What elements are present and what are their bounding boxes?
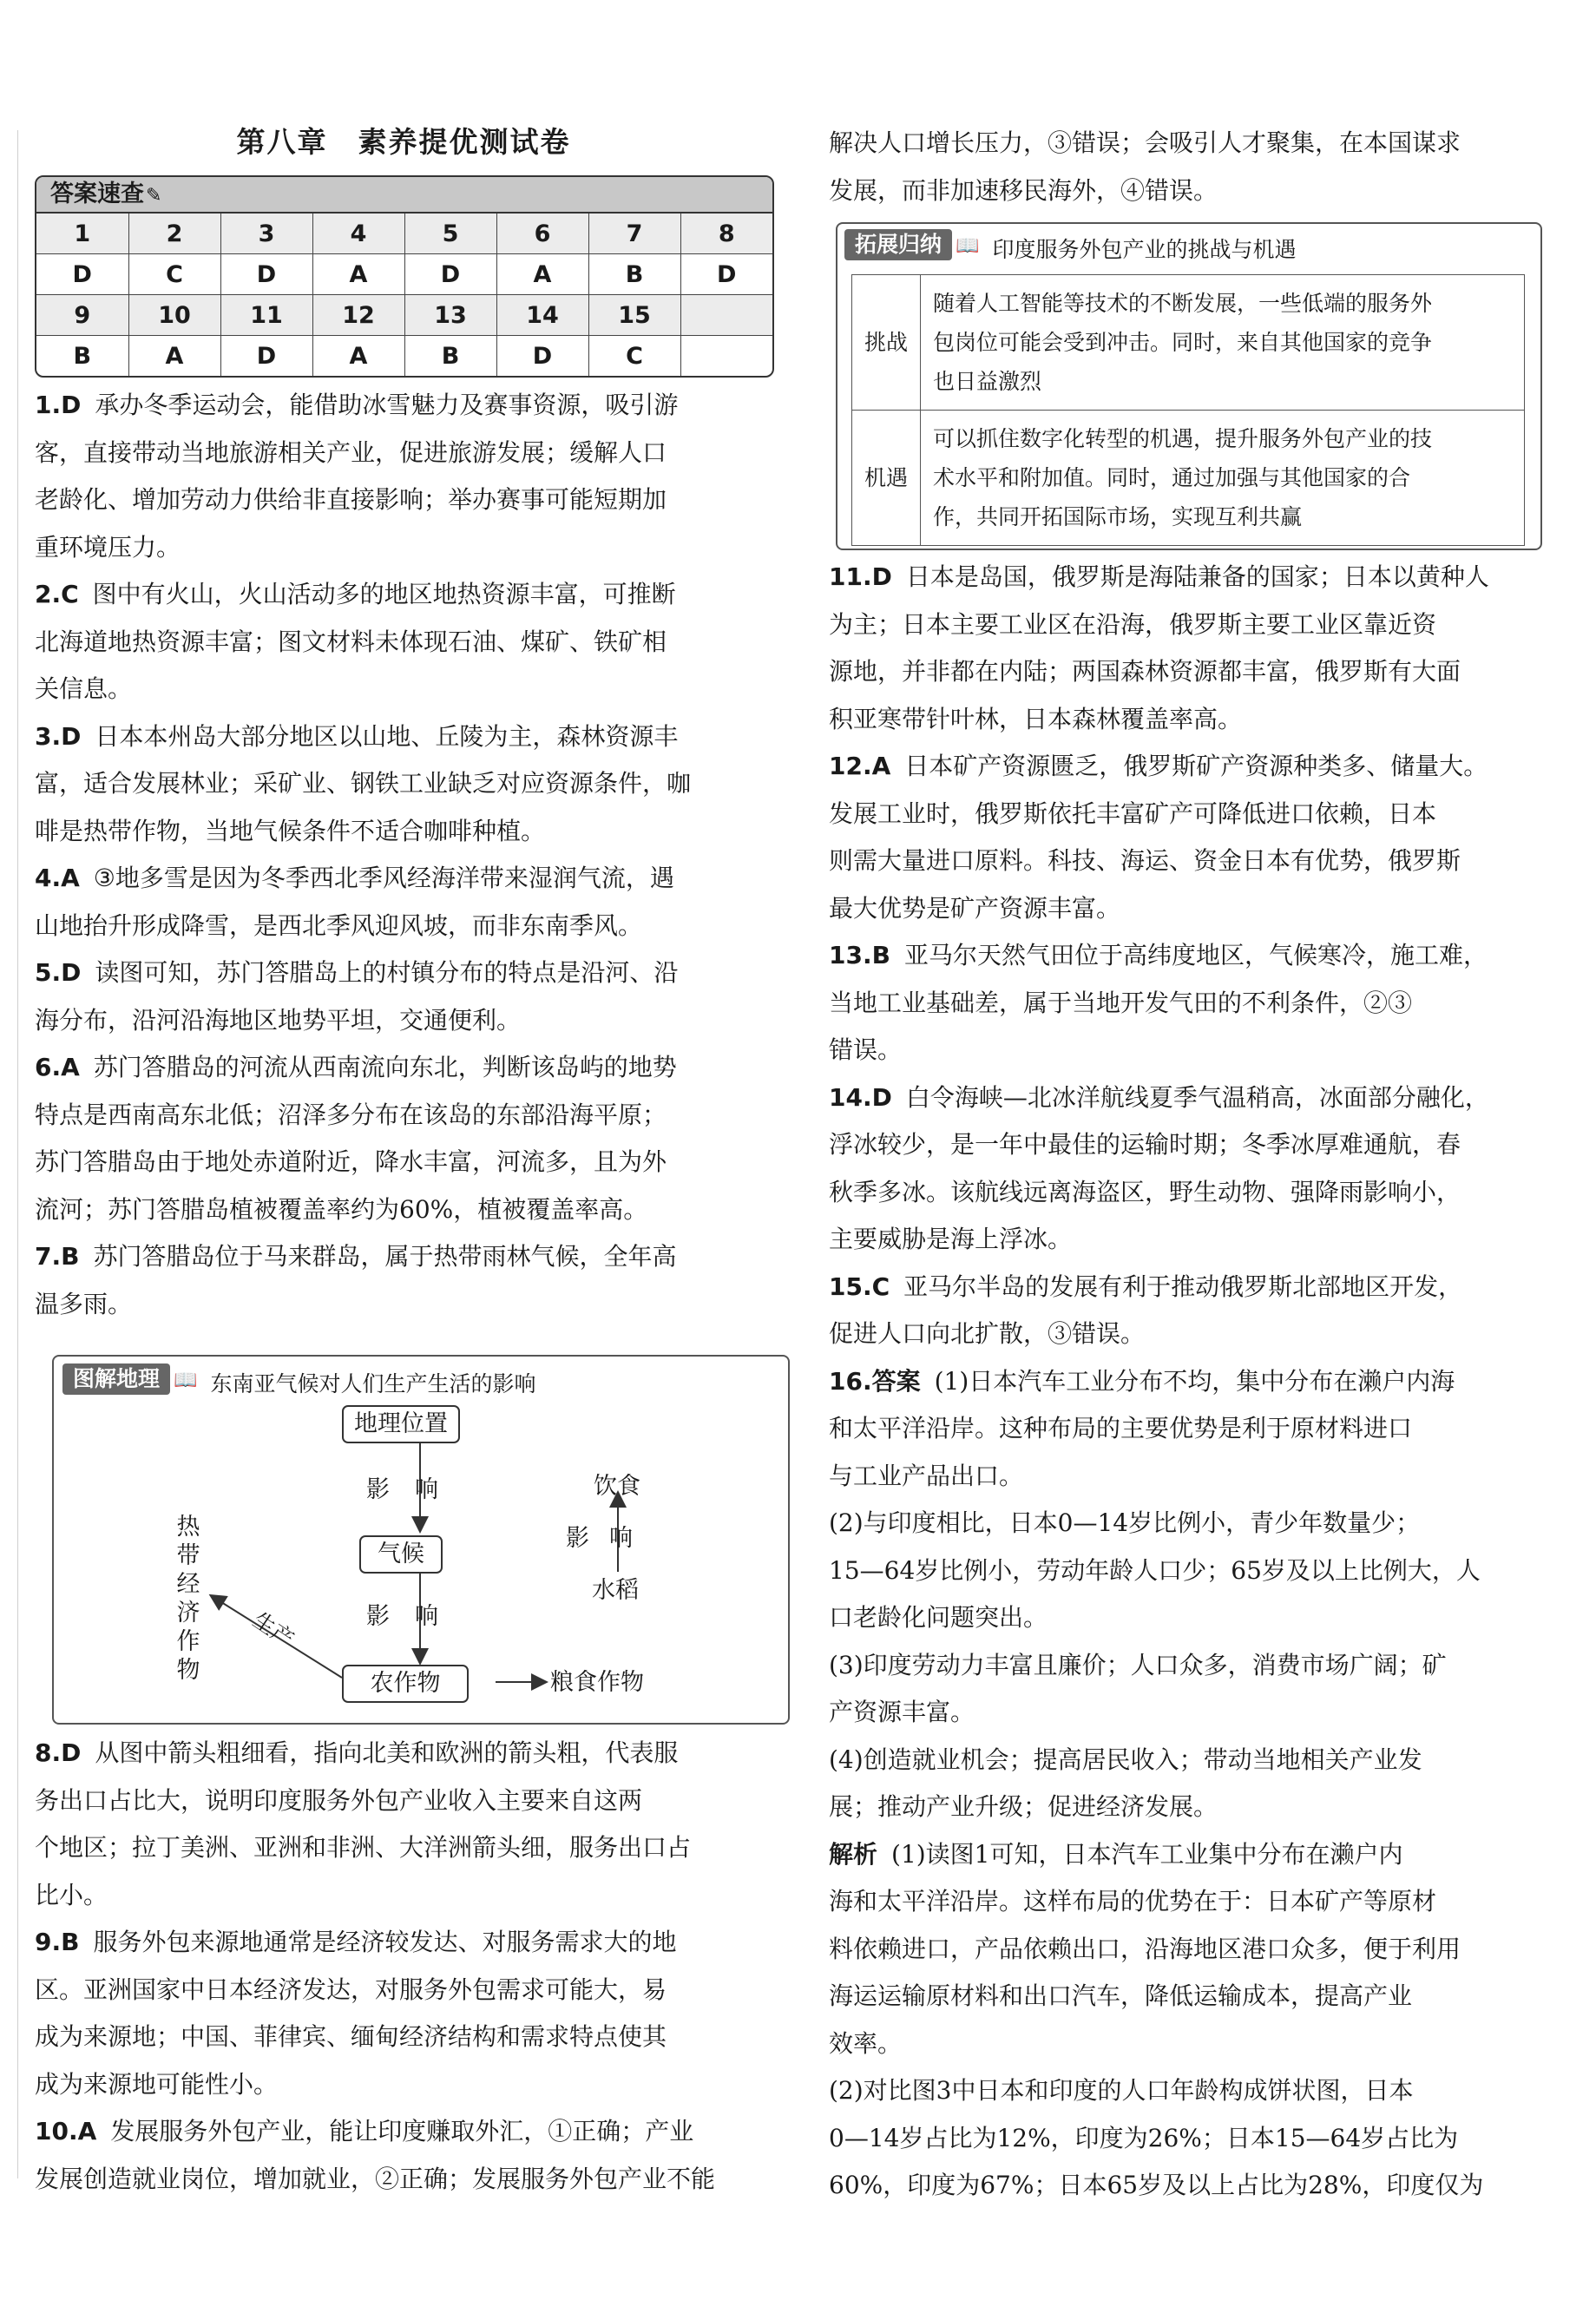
cash-crops-char: 物 — [176, 1657, 200, 1684]
cash-crops-char: 热 — [176, 1514, 200, 1541]
answer-number: 1.D — [35, 391, 82, 419]
answer-number: 14.D — [829, 1082, 892, 1112]
answer-number: 16.答案 — [829, 1366, 921, 1396]
answer-key-number-row — [36, 214, 772, 254]
answer-number: 2.C — [35, 580, 79, 608]
answer-line: 源地，并非都在内陆；两国森林资源都丰富，俄罗斯有大面 — [829, 657, 1461, 686]
answer-line: 展；推动产业升级；促进经济发展。 — [829, 1792, 1218, 1821]
answer-item — [35, 571, 772, 713]
answer-line: (3)印度劳动力丰富且廉价；人口众多，消费市场广阔；矿 — [829, 1650, 1447, 1679]
diagram-title: 东南亚气候对人们生产生活的影响 — [210, 1370, 536, 1396]
answer-line: 读图可知，苏门答腊岛上的村镇分布的特点是沿河、沿 — [95, 958, 679, 987]
answer-line: 务出口占比大，说明印度服务外包产业收入主要来自这两 — [35, 1785, 643, 1815]
answer-cell: C — [128, 254, 220, 295]
analysis-line: (2)对比图3中日本和印度的人口年龄构成饼状图，日本 — [829, 2076, 1414, 2105]
answer-line: 老龄化、增加劳动力供给非直接影响；举办赛事可能短期加 — [35, 485, 667, 514]
answer-cell: D — [220, 336, 312, 377]
answer-line: 啡是热带作物，当地气候条件不适合咖啡种植。 — [35, 816, 546, 845]
question-number-cell: 11 — [220, 295, 312, 336]
answer-number: 9.B — [35, 1928, 80, 1956]
answer-key-answer-row — [36, 254, 772, 295]
answer-line: 从图中箭头粗细看，指向北美和欧洲的箭头粗，代表服 — [95, 1738, 679, 1767]
q16-part — [829, 1642, 1549, 1737]
answer-item — [35, 855, 772, 950]
answer-line: 成为来源地；中国、菲律宾、缅甸经济结构和需求特点使其 — [35, 2022, 667, 2051]
expand-row-content — [921, 275, 1525, 411]
cash-crops-char: 作 — [176, 1628, 200, 1655]
question-number-cell: 12 — [312, 295, 404, 336]
answer-item — [35, 1233, 772, 1328]
question-number-cell: 8 — [680, 214, 772, 254]
question-number-cell: 3 — [220, 214, 312, 254]
node-crops: 农作物 — [342, 1665, 469, 1703]
answer-number: 5.D — [35, 958, 82, 987]
answer-line: 最大优势是矿产资源丰富。 — [829, 893, 1121, 923]
expand-row-label: 机遇 — [852, 411, 921, 546]
label-influence-2a: 影 — [366, 1603, 390, 1630]
answer-line: 个地区；拉丁美洲、亚洲和非洲、大洋洲箭头细，服务出口占 — [35, 1833, 692, 1862]
answer-number: 4.A — [35, 864, 80, 892]
answer-line: 发展工业时，俄罗斯依托丰富矿产可降低进口依赖，日本 — [829, 798, 1437, 828]
cash-crops-char: 经 — [176, 1571, 200, 1598]
answer-line: 发展，而非加速移民海外，④错误。 — [829, 175, 1218, 205]
expand-line: 包岗位可能会受到冲击。同时，来自其他国家的竞争 — [933, 330, 1433, 355]
answer-item — [829, 1264, 1549, 1358]
question-number-cell: 2 — [128, 214, 220, 254]
answer-line: 亚马尔天然气田位于高纬度地区，气候寒冷，施工难， — [903, 941, 1488, 969]
answer-item — [829, 1074, 1549, 1264]
pencil-icon: ✎ — [146, 185, 162, 207]
expand-line: 作，共同开拓国际市场，实现互利共赢 — [933, 504, 1303, 529]
answer-item — [35, 950, 772, 1044]
book-icon: 📖 — [174, 1370, 198, 1391]
expand-row-content — [921, 411, 1525, 546]
answer-cell: A — [312, 336, 404, 377]
cash-crops-char: 带 — [176, 1542, 200, 1569]
answer-key-table — [35, 175, 774, 378]
answer-item — [35, 382, 772, 571]
node-grain: 粮食作物 — [550, 1669, 644, 1696]
question-number-cell: 5 — [404, 214, 496, 254]
answer-number: 3.D — [35, 721, 82, 751]
answer-line: 秋季多冰。该航线远离海盗区，野生动物、强降雨影响小， — [829, 1177, 1461, 1206]
expand-box — [836, 222, 1542, 550]
answer-item — [35, 1919, 772, 2108]
answer-line: 则需大量进口原料。科技、海运、资金日本有优势，俄罗斯 — [829, 846, 1461, 875]
answer-line: 15—64岁比例小，劳动年龄人口少；65岁及以上比例大，人 — [829, 1555, 1481, 1585]
label-influence-1a: 影 — [366, 1476, 390, 1503]
question-number-cell — [680, 295, 772, 336]
answer-cell: A — [496, 254, 588, 295]
answer-line: 关信息。 — [35, 674, 133, 703]
cash-crops-char: 济 — [176, 1600, 200, 1626]
answer-line: 与工业产品出口。 — [829, 1461, 1024, 1490]
expand-row-label: 挑战 — [852, 275, 921, 411]
expand-row — [852, 275, 1525, 411]
answer-line: 承办冬季运动会，能借助冰雪魅力及赛事资源，吸引游 — [95, 391, 679, 419]
answer-cell: B — [36, 336, 128, 377]
answer-number: 7.B — [35, 1242, 80, 1271]
answer-key-answer-row — [36, 336, 772, 377]
answer-cell: A — [128, 336, 220, 377]
expand-line: 随着人工智能等技术的不断发展，一些低端的服务外 — [933, 291, 1433, 316]
answer-item — [829, 932, 1549, 1074]
answer-line: 产资源丰富。 — [829, 1698, 975, 1726]
answer-line: 浮冰较少，是一年中最佳的运输时期；冬季冰厚难通航，春 — [829, 1130, 1461, 1159]
expand-title: 印度服务外包产业的挑战与机遇 — [992, 236, 1297, 262]
node-climate: 气候 — [359, 1535, 443, 1574]
answer-cell: D — [496, 336, 588, 377]
analysis-line: 60%，印度为67%；日本65岁及以上占比为28%，印度仅为 — [829, 2171, 1484, 2199]
answer-line: 为主；日本主要工业区在沿海，俄罗斯主要工业区靠近资 — [829, 609, 1437, 639]
question-number-cell: 9 — [36, 295, 128, 336]
expand-line: 也日益激烈 — [933, 369, 1042, 394]
answer-line: (1)日本汽车工业分布不均，集中分布在濑户内海 — [934, 1366, 1455, 1396]
answer-line: 苏门答腊岛的河流从西南流向东北，判断该岛屿的地势 — [93, 1053, 677, 1081]
label-influence-3b: 响 — [609, 1525, 633, 1552]
question-number-cell: 1 — [36, 214, 128, 254]
question-number-cell: 6 — [496, 214, 588, 254]
answer-line: 口老龄化问题突出。 — [829, 1603, 1048, 1632]
analysis-line: 0—14岁占比为12%，印度为26%；日本15—64岁占比为 — [829, 2123, 1459, 2152]
answer-cell: C — [588, 336, 680, 377]
answer-number: 15.C — [829, 1271, 890, 1301]
answer-line: 苏门答腊岛由于地处赤道附近，降水丰富，河流多，且为外 — [35, 1147, 667, 1176]
answer-line: 特点是西南高东北低；沼泽多分布在该岛的东部沿海平原； — [35, 1100, 667, 1129]
answer-line: 和太平洋沿岸。这种布局的主要优势是利于原材料进口 — [829, 1414, 1413, 1442]
answer-number: 12.A — [829, 752, 891, 780]
cash-crops-vertical — [175, 1513, 201, 1685]
answer-line: 白令海峡—北冰洋航线夏季气温稍高，冰面部分融化， — [905, 1082, 1489, 1112]
answer-line: 日本本州岛大部分地区以山地、丘陵为主，森林资源丰 — [95, 721, 679, 751]
q16-part — [829, 1500, 1549, 1642]
answer-number: 11.D — [829, 562, 892, 591]
analysis-line: 料依赖进口，产品依赖出口，沿海地区港口众多，便于利用 — [829, 1934, 1461, 1963]
answer-cell: D — [220, 254, 312, 295]
answer-item — [829, 1358, 1549, 1501]
analysis-label: 解析 — [829, 1839, 878, 1869]
expand-tag: 拓展归纳 — [844, 229, 952, 260]
answer-line: 重环境压力。 — [35, 532, 181, 562]
expand-row — [852, 411, 1525, 546]
question-number-cell: 13 — [404, 295, 496, 336]
answer-line: 积亚寒带针叶林，日本森林覆盖率高。 — [829, 704, 1243, 733]
label-influence-2b: 响 — [415, 1603, 438, 1630]
answer-key-grid — [36, 214, 772, 376]
answer-cell: B — [404, 336, 496, 377]
answer-line: (4)创造就业机会；提高居民收入；带动当地相关产业发 — [829, 1745, 1422, 1774]
answer-line: 北海道地热资源丰富；图文材料未体现石油、煤矿、铁矿相 — [35, 627, 667, 656]
answer-cell: D — [404, 254, 496, 295]
answer-line: 温多雨。 — [35, 1289, 133, 1318]
question-number-cell: 7 — [588, 214, 680, 254]
answer-cell: A — [312, 254, 404, 295]
question-number-cell: 10 — [128, 295, 220, 336]
node-rice: 水稻 — [592, 1577, 639, 1604]
answer-line: 客，直接带动当地旅游相关产业，促进旅游发展；缓解人口 — [35, 437, 667, 467]
answer-line: 解决人口增长压力，③错误；会吸引人才聚集，在本国谋求 — [829, 128, 1461, 157]
answer-key-number-row — [36, 295, 772, 336]
answer-key-title: 答案速查 — [50, 181, 144, 207]
answer-line: 苏门答腊岛位于马来群岛，属于热带雨林气候，全年高 — [93, 1242, 677, 1271]
answer-line: 促进人口向北扩散，③错误。 — [829, 1319, 1146, 1348]
answer-line: 成为来源地可能性小。 — [35, 2069, 279, 2099]
answer-line: 错误。 — [829, 1035, 903, 1064]
answer-line: 亚马尔半岛的发展有利于推动俄罗斯北部地区开发， — [903, 1271, 1463, 1301]
answer-line: 日本是岛国，俄罗斯是海陆兼备的国家；日本以黄种人 — [905, 562, 1489, 591]
answer-cell: D — [36, 254, 128, 295]
answer-line: (2)与印度相比，日本0—14岁比例小，青少年数量少； — [829, 1508, 1421, 1537]
answer-line: 主要威胁是海上浮冰。 — [829, 1225, 1073, 1253]
answer-line: 当地工业基础差，属于当地开发气田的不利条件，②③ — [829, 988, 1413, 1017]
diagram-tag: 图解地理 — [62, 1363, 170, 1395]
answer-line: 发展服务外包产业，能让印度赚取外汇，①正确；产业 — [110, 2117, 694, 2145]
diagram-box — [52, 1355, 790, 1725]
answer-number: 13.B — [829, 941, 890, 969]
answer-line: 区。亚洲国家中日本经济发达，对服务外包需求可能大，易 — [35, 1975, 667, 2004]
answer-line: 海分布，沿河沿海地区地势平坦，交通便利。 — [35, 1005, 522, 1035]
analysis-paragraph — [829, 1831, 1549, 2068]
answer-item — [35, 1044, 772, 1233]
answer-item — [35, 2108, 772, 2203]
answer-key-header — [36, 177, 772, 214]
node-diet: 饮食 — [594, 1473, 640, 1500]
answer-line: 服务外包来源地通常是经济较发达、对服务需求大的地 — [93, 1928, 677, 1956]
answer-line: 比小。 — [35, 1880, 108, 1909]
node-location: 地理位置 — [342, 1405, 460, 1443]
expand-line: 术水平和附加值。同时，通过加强与其他国家的合 — [933, 465, 1411, 490]
answer-line: 发展创造就业岗位，增加就业，②正确；发展服务外包产业不能 — [35, 2164, 716, 2193]
answer-cell: B — [588, 254, 680, 295]
answer-line: 山地抬升形成降雪，是西北季风迎风坡，而非东南季风。 — [35, 910, 643, 940]
question-number-cell: 4 — [312, 214, 404, 254]
answer-continuation — [829, 120, 1549, 214]
question-number-cell: 15 — [588, 295, 680, 336]
question-number-cell: 14 — [496, 295, 588, 336]
answer-number: 10.A — [35, 2117, 97, 2145]
answer-item — [35, 713, 772, 856]
answer-line: 日本矿产资源匮乏，俄罗斯矿产资源种类多、储量大。 — [904, 752, 1488, 780]
q16-part — [829, 1737, 1549, 1831]
answer-line: 富，适合发展林业；采矿业、钢铁工业缺乏对应资源条件，咖 — [35, 769, 692, 798]
answer-line: 流河；苏门答腊岛植被覆盖率约为60%，植被覆盖率高。 — [35, 1194, 648, 1224]
expand-table — [851, 274, 1525, 546]
label-influence-1b: 响 — [415, 1476, 438, 1503]
page-title: 第八章 素养提优测试卷 — [236, 125, 571, 159]
book-icon: 📖 — [956, 235, 980, 257]
answer-line: 图中有火山，火山活动多的地区地热资源丰富，可推断 — [92, 580, 676, 608]
left-margin-rule — [17, 130, 18, 2178]
answer-item — [35, 1730, 772, 1919]
analysis-line: (1)读图1可知，日本汽车工业集中分布在濑户内 — [891, 1839, 1403, 1869]
expand-line: 可以抓住数字化转型的机遇，提升服务外包产业的技 — [933, 426, 1433, 451]
label-produce: 生产 — [248, 1607, 299, 1653]
analysis-line: 海和太平洋沿岸。这样布局的优势在于：日本矿产等原材 — [829, 1887, 1437, 1915]
answer-cell: D — [680, 254, 772, 295]
answer-cell — [680, 336, 772, 377]
answer-number: 8.D — [35, 1738, 82, 1767]
answer-item — [829, 743, 1549, 932]
analysis-paragraph — [829, 2067, 1549, 2210]
answer-line: ③地多雪是因为冬季西北季风经海洋带来湿润气流，遇 — [93, 864, 674, 892]
analysis-line: 海运运输原材料和出口汽车，降低运输成本，提高产业 — [829, 1981, 1413, 2010]
label-influence-3a: 影 — [566, 1525, 589, 1552]
answer-number: 6.A — [35, 1053, 80, 1081]
answer-item — [829, 554, 1549, 743]
analysis-line: 效率。 — [829, 2028, 903, 2058]
